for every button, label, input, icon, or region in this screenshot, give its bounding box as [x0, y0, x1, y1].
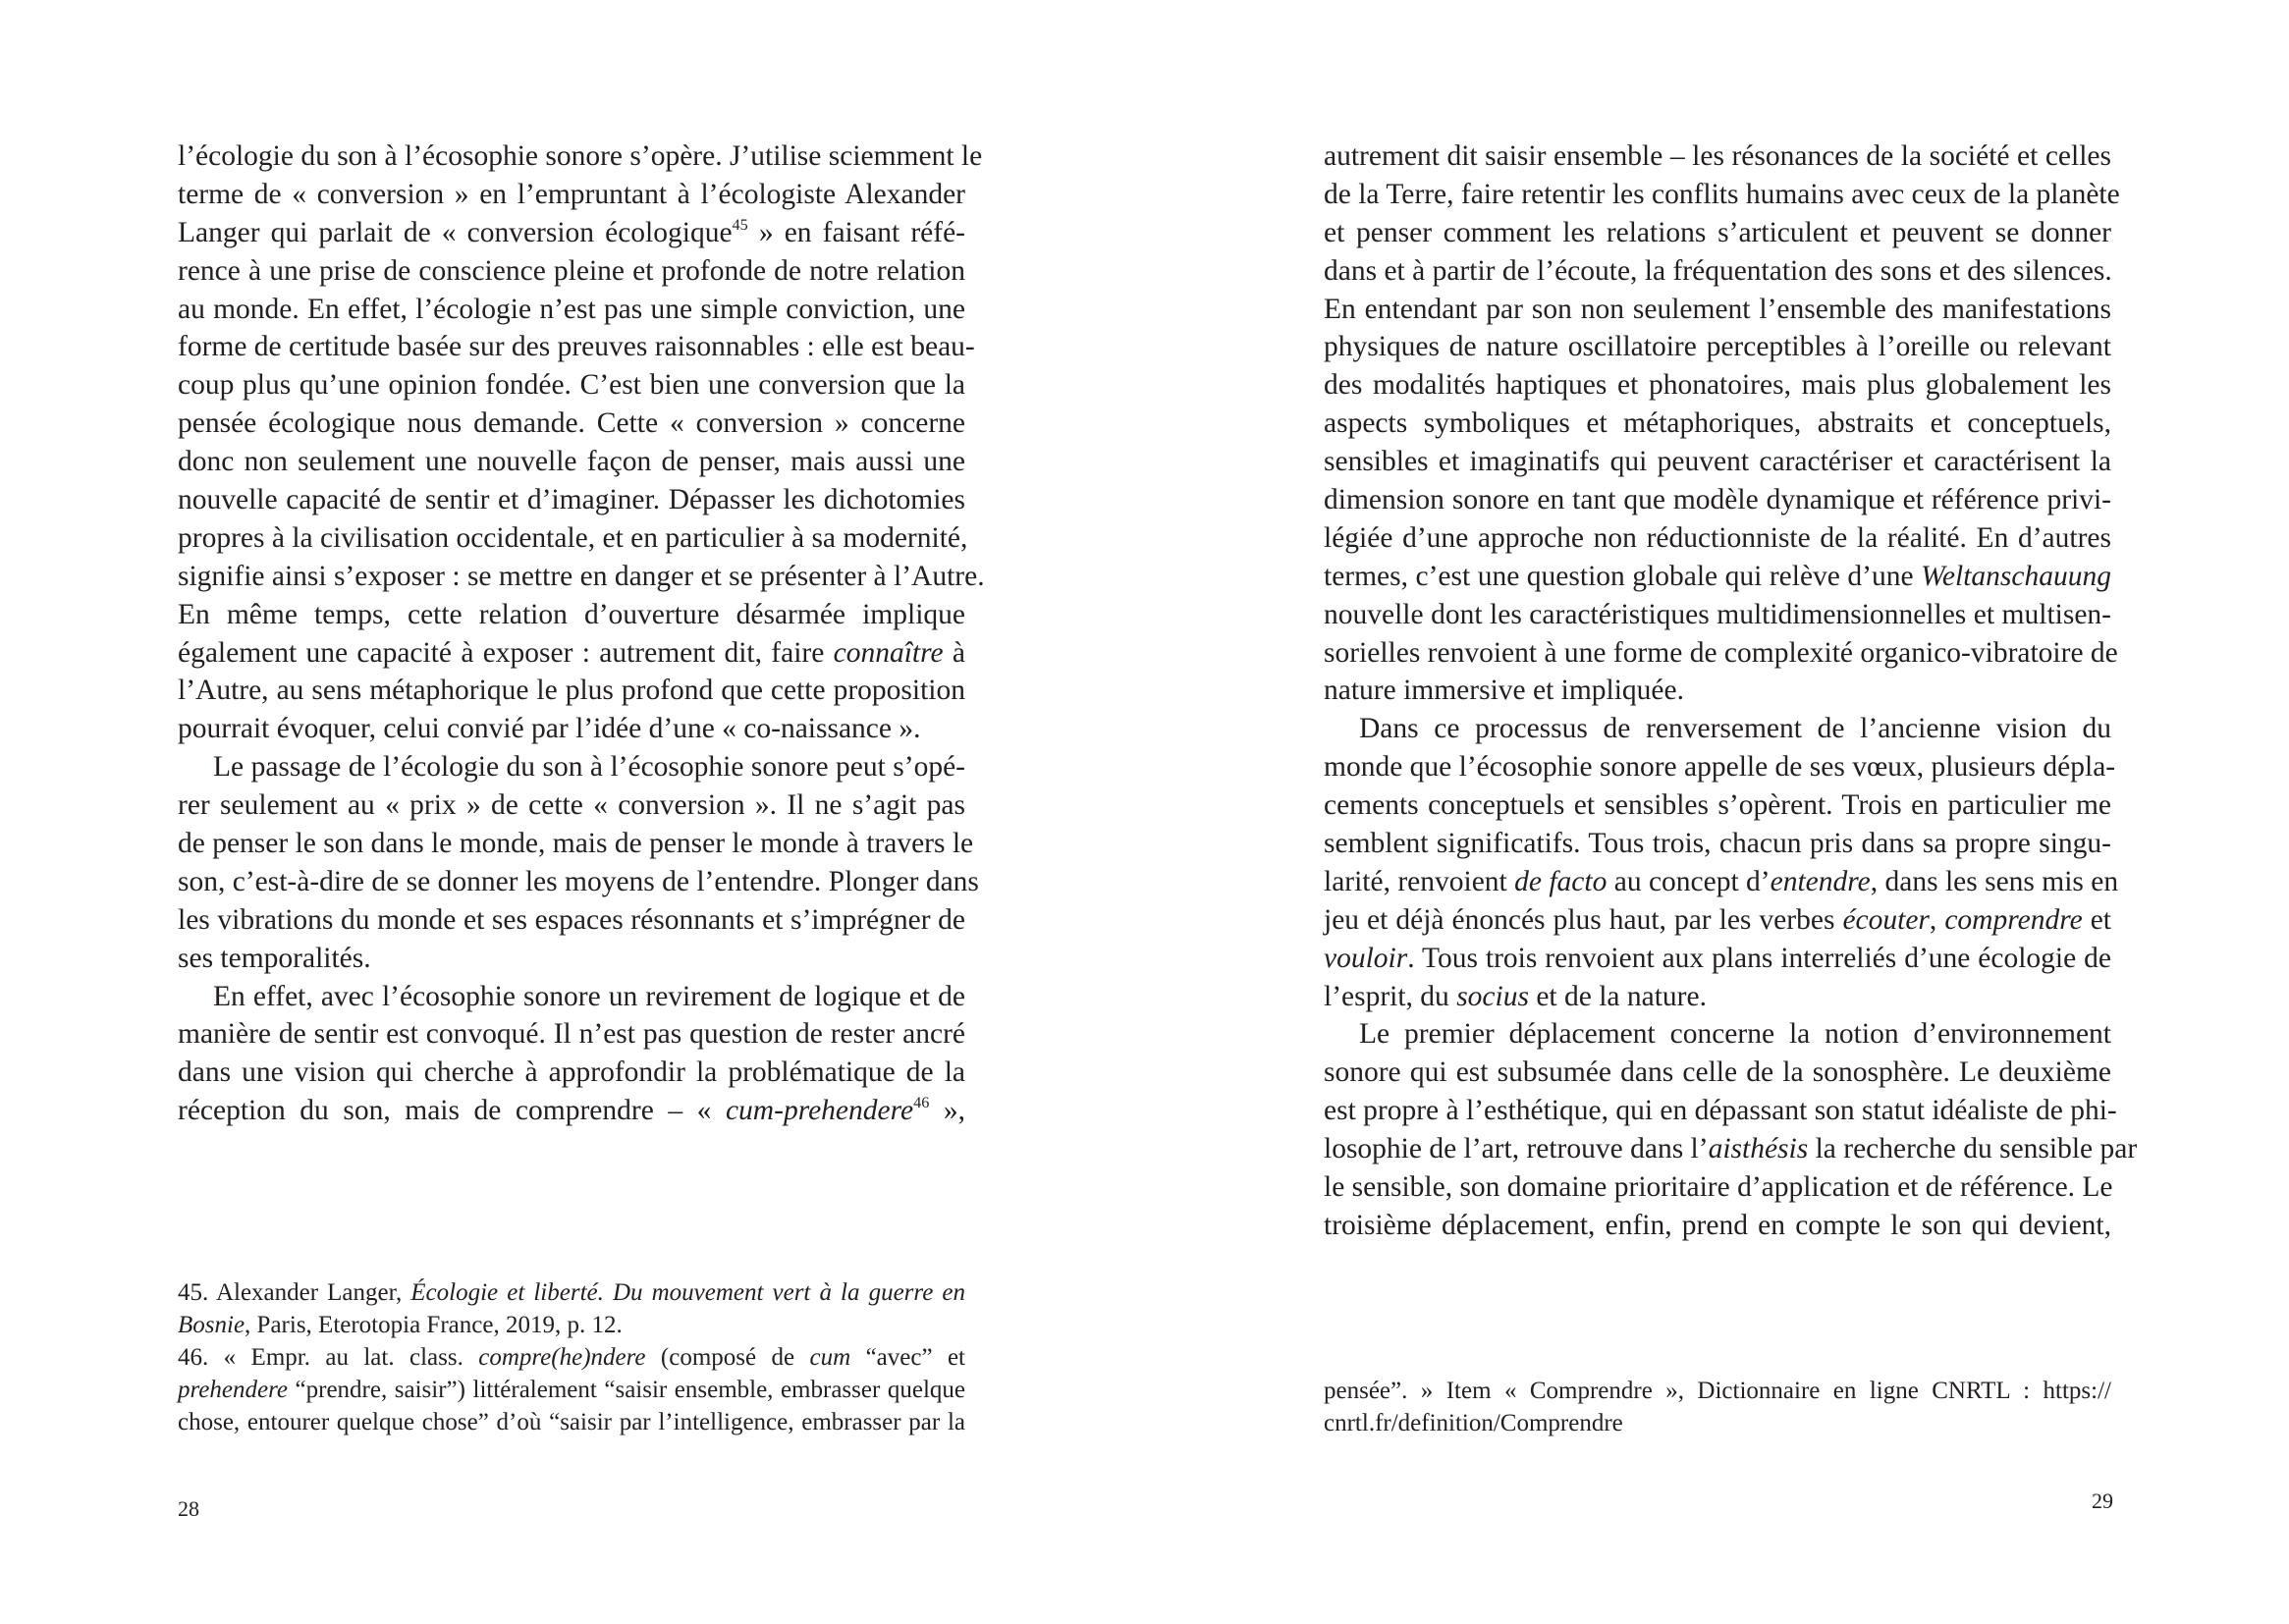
line-text: dans une vision qui cherche à approfondir la problématique de la: [178, 1056, 965, 1089]
line-text: , dans les sens mis en: [1870, 865, 2119, 897]
line-text: ,: [1929, 903, 1945, 936]
text-line: [1324, 328, 2111, 366]
line-text: rence à une prise de conscience pleine et profonde de notre relation: [178, 254, 965, 287]
text-line: [1324, 672, 2111, 710]
text-line: [178, 291, 965, 329]
footnote-ref: 46: [913, 1094, 930, 1112]
line-text: l’esprit, du: [1324, 980, 1457, 1012]
text-line: [178, 825, 974, 863]
line-text: sensibles et imaginatifs qui peuvent caractériser et caractérisent la: [1324, 446, 2111, 478]
text-line: [178, 405, 965, 443]
line-text: cements conceptuels et sensibles s’opèrent. Trois en particulier me: [1324, 789, 2111, 822]
text-line: [1324, 137, 2111, 176]
line-text: au monde. En effet, l’écologie n’est pas une simple conviction, une: [178, 293, 965, 325]
text-line: [178, 1054, 965, 1092]
line-text: En effet, avec l’écosophie sonore un revirement de logique et de: [213, 980, 965, 1012]
text-line: [1324, 443, 2111, 481]
italic-term: Weltanschauung: [1921, 560, 2111, 592]
line-text: monde que l’écosophie sonore appelle de ses vœux, plusieurs dépla-: [1324, 751, 2116, 784]
line-text: 46. « Empr. au lat. class.: [178, 1344, 479, 1371]
line-text: réception du son, mais de comprendre – «: [178, 1095, 726, 1127]
line-text: également une capacité à exposer : autrement dit, faire: [178, 636, 834, 669]
text-line: [1324, 519, 2111, 558]
line-text: “avec” et: [850, 1344, 965, 1371]
italic-term: vouloir: [1324, 942, 1408, 974]
right-page: [1145, 0, 2289, 1624]
italic-term: cum: [809, 1344, 851, 1371]
italic-term: prehendere: [178, 1377, 288, 1403]
text-line: [178, 176, 965, 214]
text-line: [178, 519, 968, 558]
line-text: Langer qui parlait de « conversion écologique: [178, 216, 733, 248]
line-text: losophie de l’art, retrouve dans l’: [1324, 1133, 1709, 1165]
text-line: [178, 1276, 965, 1309]
line-text: manière de sentir est convoqué. Il n’est pas question de rester ancré: [178, 1018, 965, 1051]
line-text: aspects symboliques et métaphoriques, abstraits et conceptuels,: [1324, 407, 2111, 440]
line-text: propres à la civilisation occidentale, et en particulier à sa modernité,: [178, 521, 968, 554]
text-line: [1324, 596, 2111, 634]
line-text: »,: [929, 1095, 965, 1127]
line-text: et de la nature.: [1528, 980, 1707, 1012]
line-text: pourrait évoquer, celui convié par l’idée d’une « co-naissance ».: [178, 713, 921, 745]
italic-term: de facto: [1514, 865, 1608, 897]
line-text: au concept d’: [1607, 865, 1771, 897]
line-text: pensée”. » Item « Comprendre », Dictionnaire en ligne CNRTL : https://: [1324, 1378, 2111, 1404]
line-text: de penser le son dans le monde, mais de penser le monde à travers le: [178, 828, 974, 860]
text-line: [178, 786, 965, 825]
line-text: son, c’est-à-dire de se donner les moyens de l’entendre. Plonger dans: [178, 865, 979, 897]
line-text: jeu et déjà énoncés plus haut, par les verbes: [1324, 903, 1843, 936]
left-page: [0, 0, 1144, 1624]
text-line: [1324, 940, 2111, 978]
text-line: [1324, 405, 2111, 443]
text-line: [178, 366, 965, 405]
line-text: sorielles renvoient à une forme de complexité organico-vibratoire de: [1324, 636, 2118, 669]
line-text: Le premier déplacement concerne la notion d’environnement: [1359, 1018, 2111, 1051]
text-line: [178, 901, 965, 940]
line-text: Le passage de l’écologie du son à l’écosophie sonore peut s’opé-: [213, 751, 965, 784]
line-text: . Tous trois renvoient aux plans interreliés d’une écologie de: [1407, 942, 2111, 974]
italic-term: aisthésis: [1708, 1133, 1809, 1165]
line-text: nouvelle capacité de sentir et d’imaginer. Dépasser les dichotomies: [178, 484, 965, 516]
text-line: [178, 672, 965, 710]
text-line: [1324, 291, 2111, 329]
text-line: [178, 978, 965, 1016]
text-line: [178, 710, 965, 748]
line-text: physiques de nature oscillatoire perceptibles à l’oreille ou relevant: [1324, 331, 2111, 363]
text-line: [1324, 1207, 2111, 1245]
line-text: rer seulement au « prix » de cette « conversion ». Il ne s’agit pas: [178, 789, 965, 822]
line-text: est propre à l’esthétique, qui en dépassant son statut idéaliste de phi-: [1324, 1095, 2117, 1127]
right-body-text: [1324, 137, 2138, 1245]
text-line: [178, 443, 965, 481]
italic-term: Bosnie: [178, 1312, 245, 1338]
line-text: l’écologie du son à l’écosophie sonore s’opère. J’utilise sciemment le: [178, 140, 983, 172]
line-text: dans et à partir de l’écoute, la fréquentation des sons et des silences.: [1324, 254, 2112, 287]
line-text: troisième déplacement, enfin, prend en compte le son qui devient,: [1324, 1209, 2111, 1241]
text-line: [1324, 1015, 2111, 1054]
text-line: [1324, 214, 2111, 252]
text-line: [178, 1092, 965, 1130]
line-text: dimension sonore en tant que modèle dynamique et référence privi-: [1324, 484, 2111, 516]
line-text: cnrtl.fr/definition/Comprendre: [1324, 1410, 1623, 1436]
line-text: de la Terre, faire retentir les conflits humains avec ceux de la planète: [1324, 178, 2120, 210]
right-footnotes: [1324, 1375, 2111, 1439]
text-line: [1324, 978, 2111, 1016]
italic-term: connaître: [833, 636, 944, 669]
text-line: [1324, 1375, 2111, 1407]
italic-term: cum-prehendere: [725, 1095, 914, 1127]
italic-term: compre(he)ndere: [478, 1344, 646, 1371]
line-text: En même temps, cette relation d’ouverture désarmée implique: [178, 598, 965, 630]
line-text: les vibrations du monde et ses espaces résonnants et s’imprégner de: [178, 903, 965, 936]
text-line: [1324, 1130, 2138, 1168]
line-text: signifie ainsi s’exposer : se mettre en danger et se présenter à l’Autre.: [178, 560, 985, 592]
left-body-text: [178, 137, 985, 1130]
line-text: forme de certitude basée sur des preuves raisonnables : elle est beau-: [178, 331, 975, 363]
line-text: ses temporalités.: [178, 942, 371, 974]
text-line: [178, 863, 979, 901]
italic-term: écouter: [1842, 903, 1930, 936]
text-line: [178, 940, 965, 978]
text-line: [1324, 786, 2111, 825]
line-text: et: [2082, 903, 2111, 936]
page-number-left: 28: [178, 1496, 199, 1521]
text-line: [1324, 558, 2111, 596]
page-number-right: 29: [2092, 1489, 2113, 1513]
text-line: [178, 252, 965, 291]
line-text: sonore qui est subsumée dans celle de la sonosphère. Le deuxième: [1324, 1056, 2111, 1089]
line-text: chose, entourer quelque chose” d’où “saisir par l’intelligence, embrasser par la: [178, 1409, 965, 1435]
line-text: coup plus qu’une opinion fondée. C’est bien une conversion que la: [178, 369, 965, 402]
text-line: [178, 1374, 965, 1406]
text-line: [178, 748, 965, 786]
text-line: [1324, 481, 2111, 519]
line-text: » en faisant réfé-: [747, 216, 965, 248]
italic-term: Écologie et liberté. Du mouvement vert à la guerre en: [410, 1279, 965, 1306]
text-line: [1324, 825, 2111, 863]
text-line: [178, 596, 965, 634]
text-line: [178, 1015, 965, 1054]
text-line: [1324, 863, 2119, 901]
text-line: [178, 1406, 965, 1438]
italic-term: entendre: [1770, 865, 1871, 897]
line-text: Dans ce processus de renversement de l’ancienne vision du: [1359, 713, 2111, 745]
text-line: [1324, 748, 2116, 786]
italic-term: comprendre: [1944, 903, 2083, 936]
text-line: [1324, 1092, 2117, 1130]
line-text: (composé de: [645, 1344, 810, 1371]
text-line: [178, 481, 965, 519]
line-text: autrement dit saisir ensemble – les résonances de la société et celles: [1324, 140, 2111, 172]
line-text: 45. Alexander Langer,: [178, 1279, 411, 1306]
text-line: [178, 1309, 965, 1341]
line-text: à: [943, 636, 966, 669]
line-text: larité, renvoient: [1324, 865, 1515, 897]
footnote-ref: 45: [732, 215, 748, 234]
line-text: En entendant par son non seulement l’ensemble des manifestations: [1324, 293, 2111, 325]
line-text: le sensible, son domaine prioritaire d’application et de référence. Le: [1324, 1171, 2113, 1204]
text-line: [178, 558, 985, 596]
text-line: [1324, 1168, 2111, 1207]
line-text: “prendre, saisir”) littéralement “saisir ensemble, embrasser quelque: [288, 1377, 965, 1403]
line-text: terme de « conversion » en l’empruntant à l’écologiste Alexander: [178, 178, 965, 210]
line-text: l’Autre, au sens métaphorique le plus profond que cette proposition: [178, 675, 965, 707]
line-text: nature immersive et impliquée.: [1324, 675, 1684, 707]
line-text: , Paris, Eterotopia France, 2019, p. 12.: [245, 1312, 623, 1338]
line-text: des modalités haptiques et phonatoires, mais plus globalement les: [1324, 369, 2111, 402]
text-line: [178, 634, 965, 673]
text-line: [178, 137, 983, 176]
text-line: [178, 328, 975, 366]
text-line: [1324, 366, 2111, 405]
left-footnotes: [178, 1276, 965, 1438]
text-line: [1324, 901, 2111, 940]
line-text: termes, c’est une question globale qui relève d’une: [1324, 560, 1922, 592]
line-text: semblent significatifs. Tous trois, chacun pris dans sa propre singu-: [1324, 828, 2111, 860]
line-text: la recherche du sensible par: [1808, 1133, 2138, 1165]
text-line: [178, 1341, 965, 1374]
text-line: [1324, 634, 2118, 673]
line-text: donc non seulement une nouvelle façon de penser, mais aussi une: [178, 446, 965, 478]
italic-term: socius: [1456, 980, 1529, 1012]
line-text: légiée d’une approche non réductionniste de la réalité. En d’autres: [1324, 521, 2111, 554]
line-text: et penser comment les relations s’articulent et peuvent se donner: [1324, 216, 2111, 248]
line-text: nouvelle dont les caractéristiques multidimensionnelles et multisen-: [1324, 598, 2111, 630]
text-line: [1324, 1054, 2111, 1092]
line-text: pensée écologique nous demande. Cette « conversion » concerne: [178, 407, 965, 440]
text-line: [1324, 252, 2111, 291]
text-line: [1324, 710, 2111, 748]
text-line: [1324, 176, 2120, 214]
text-line: [1324, 1407, 2111, 1439]
text-line: [178, 214, 965, 252]
